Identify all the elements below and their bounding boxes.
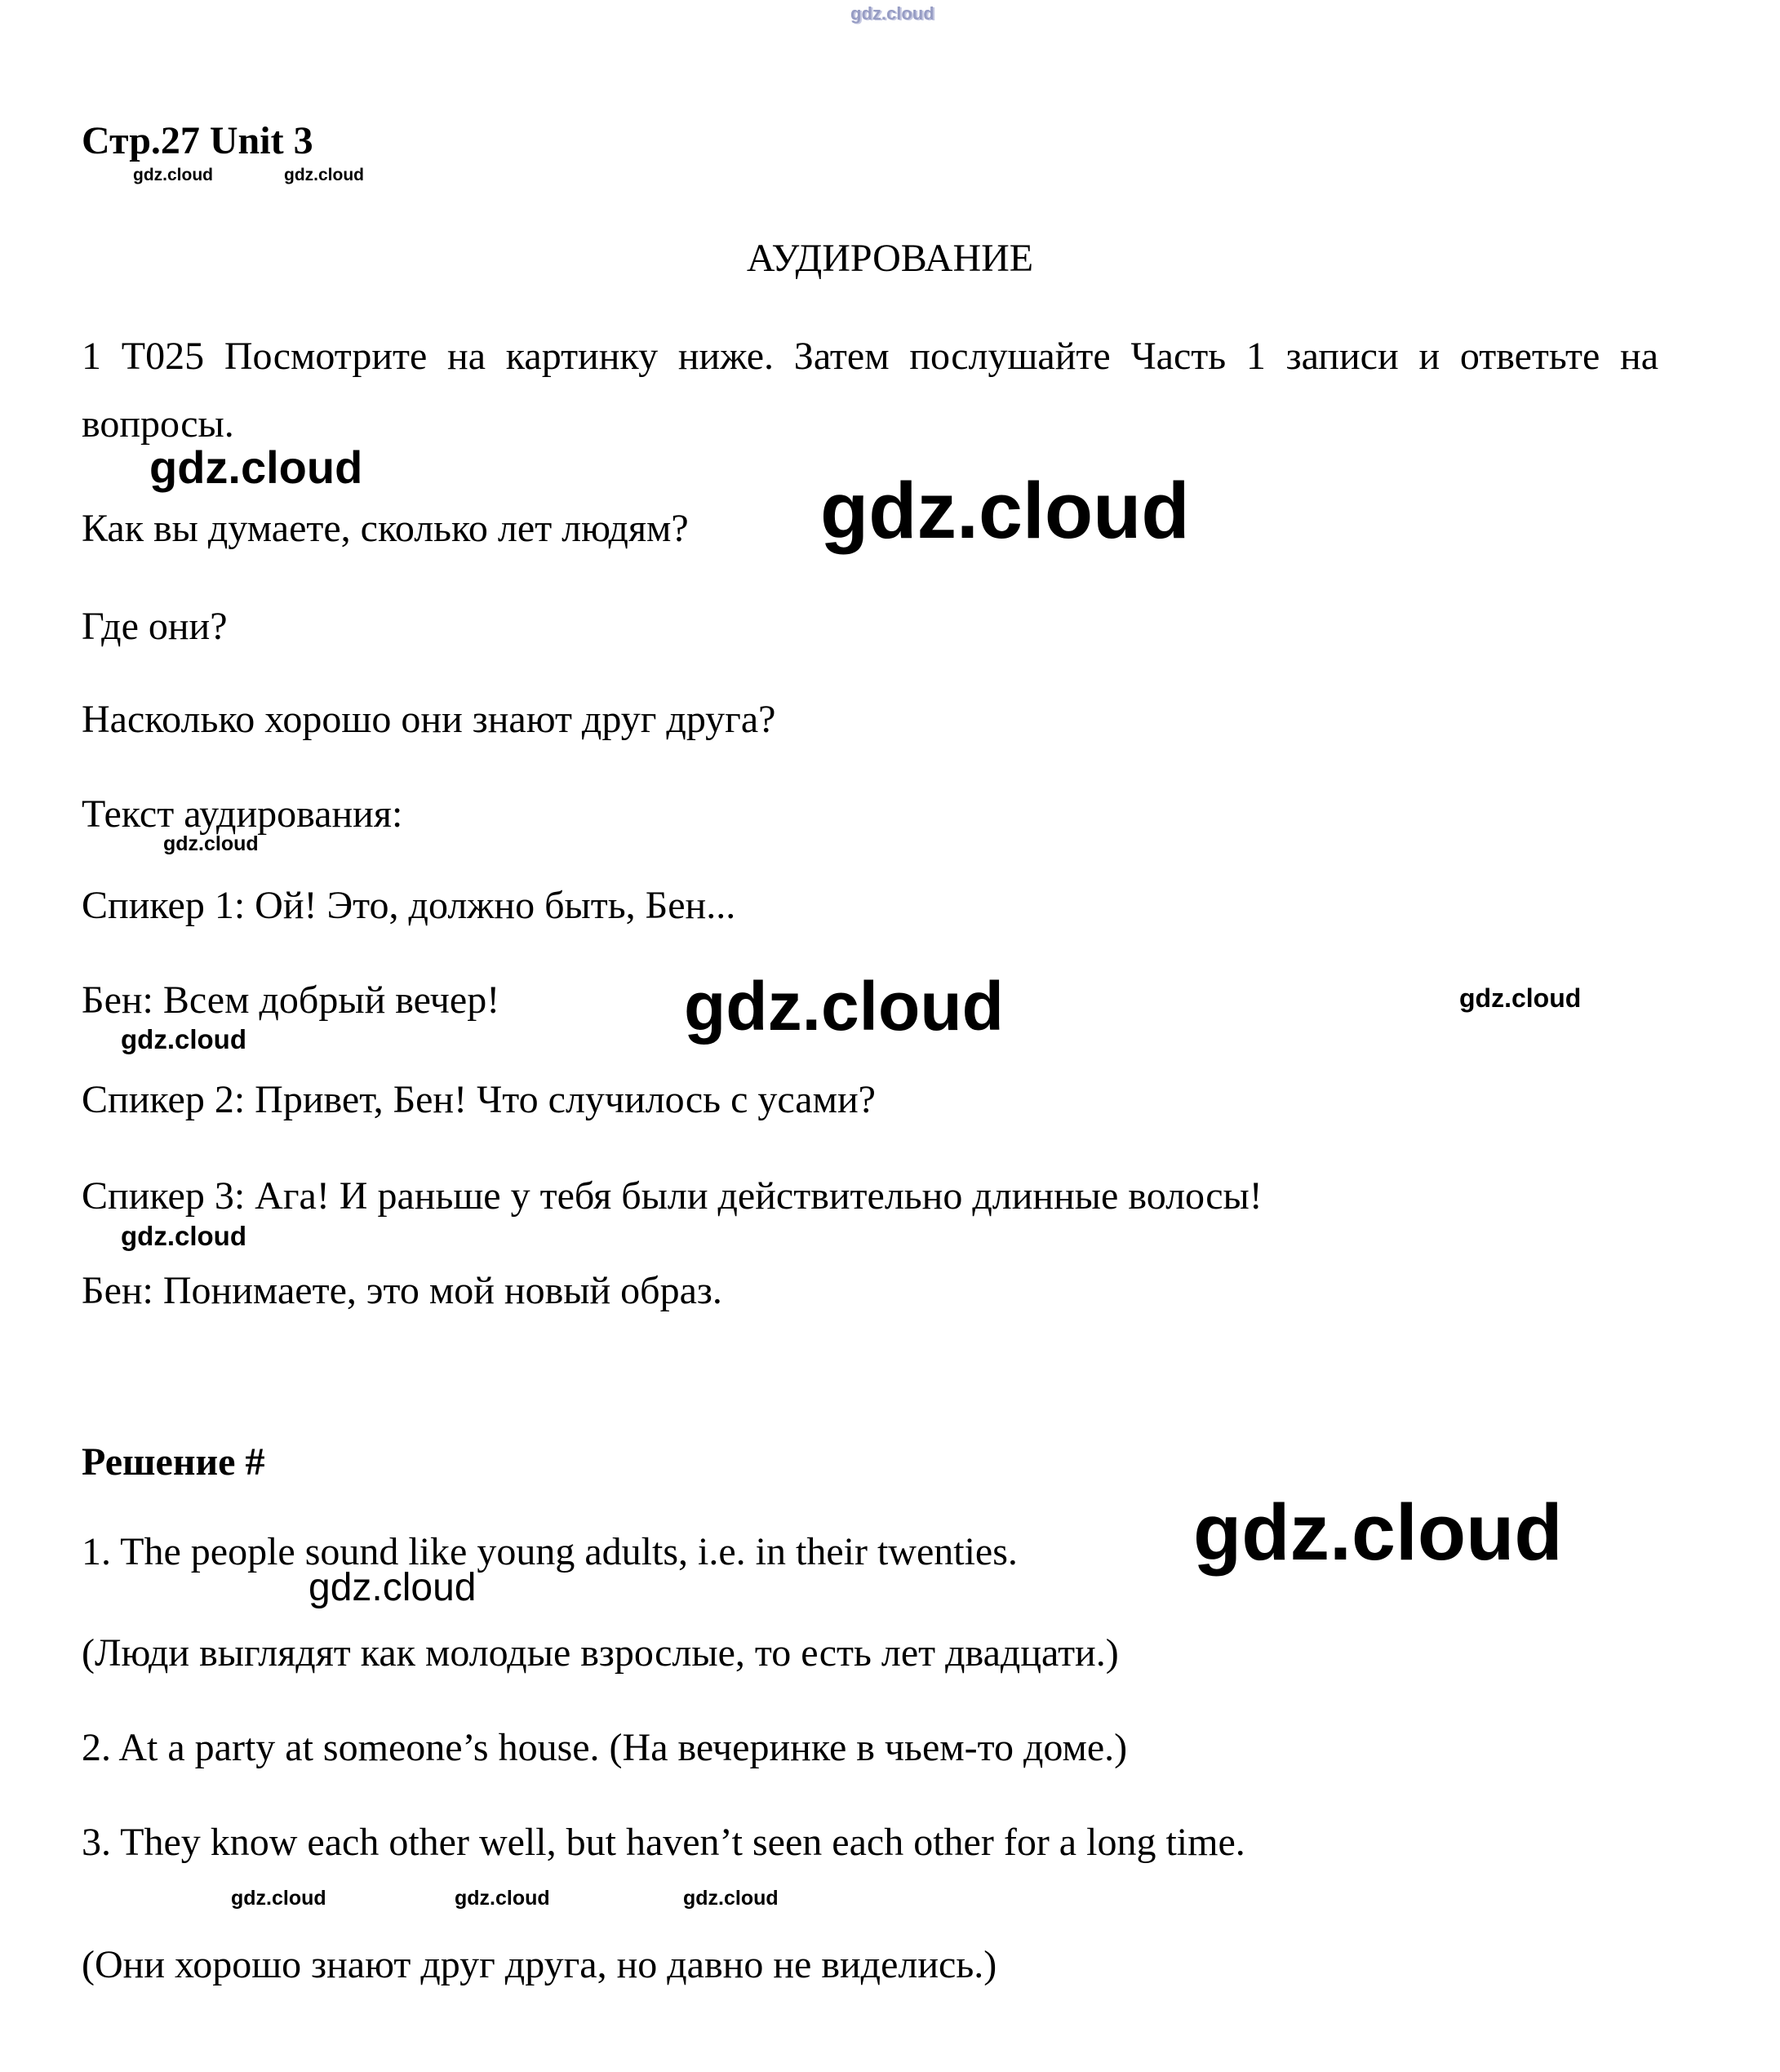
- answer-1-ru: (Люди выглядят как молодые взрослые, то есть лет двадцати.): [82, 1631, 1119, 1675]
- transcript-line-speaker1: Спикер 1: Ой! Это, должно быть, Бен...: [82, 884, 736, 927]
- answer-3-ru: (Они хорошо знают друг друга, но давно не виделись.): [82, 1943, 997, 1986]
- transcript-line-ben1: Бен: Всем добрый вечер!: [82, 978, 500, 1022]
- transcript-line-ben2: Бен: Понимаете, это мой новый образ.: [82, 1269, 722, 1312]
- transcript-line-speaker3: Спикер 3: Ага! И раньше у тебя были действительно длинные волосы!: [82, 1174, 1263, 1218]
- watermark-icon: gdz.cloud: [163, 832, 259, 855]
- transcript-line-speaker2: Спикер 2: Привет, Бен! Что случилось с усами?: [82, 1078, 876, 1121]
- watermark-icon: gdz.cloud: [683, 1887, 779, 1910]
- watermark-icon: gdz.cloud: [149, 441, 363, 493]
- answer-3-en: 3. They know each other well, but haven’t seen each other for a long time.: [82, 1821, 1245, 1864]
- question-2: Где они?: [82, 605, 228, 648]
- watermark-icon: gdz.cloud: [284, 166, 364, 184]
- transcript-label: Текст аудирования:: [82, 792, 403, 836]
- question-1: Как вы думаете, сколько лет людям?: [82, 507, 689, 550]
- watermark-icon: gdz.cloud: [133, 166, 213, 184]
- watermark-icon: gdz.cloud: [1459, 983, 1582, 1013]
- watermark-icon: gdz.cloud: [121, 1221, 246, 1251]
- watermark-top: gdz.cloud: [850, 3, 934, 24]
- watermark-icon: gdz.cloud: [121, 1024, 246, 1054]
- watermark-icon: gdz.cloud: [231, 1887, 326, 1910]
- answer-1-en: 1. The people sound like young adults, i.e. in their twenties.: [82, 1530, 1018, 1573]
- solution-label: Решение #: [82, 1440, 265, 1484]
- watermark-icon: gdz.cloud: [684, 968, 1004, 1045]
- watermark-icon: gdz.cloud: [820, 466, 1190, 555]
- watermark-icon: gdz.cloud: [455, 1887, 550, 1910]
- question-3: Насколько хорошо они знают друг друга?: [82, 698, 776, 741]
- task-paragraph: 1 Т025 Посмотрите на картинку ниже. Затем послушайте Часть 1 записи и ответьте на вопросы.: [82, 335, 1658, 446]
- watermark-icon: gdz.cloud: [309, 1566, 477, 1609]
- page-header: Стр.27 Unit 3: [82, 119, 313, 162]
- watermark-icon: gdz.cloud: [1193, 1488, 1563, 1577]
- answer-2: 2. At a party at someone’s house. (На вечеринке в чьем-то доме.): [82, 1726, 1128, 1769]
- section-title: АУДИРОВАНИЕ: [746, 237, 1034, 280]
